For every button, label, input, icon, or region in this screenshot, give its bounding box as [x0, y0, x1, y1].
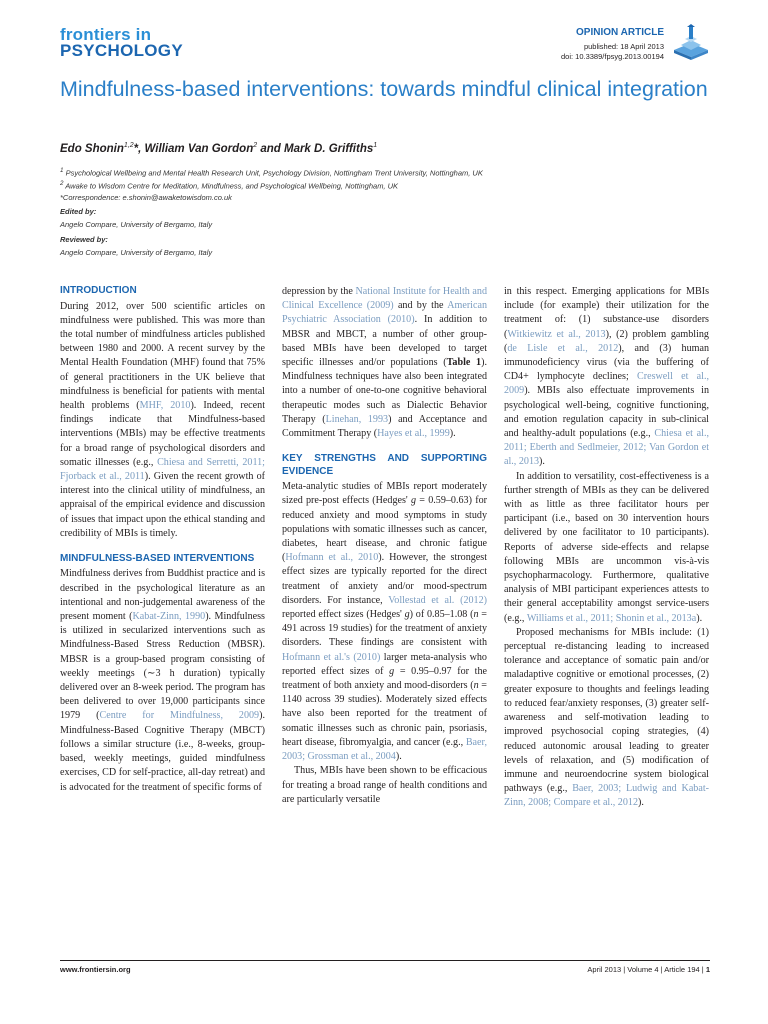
affiliation-2 [60, 180, 398, 191]
paragraph: Meta-analytic studies of MBIs report moderately sized pre-post effects (Hedges' g = 0.59–0.63) for reduced anxiety and mood symptoms in study populations with somatic illnesses such as cancer, diabetes, heart disease, and chronic fatigue (Hofmann et al., 2010). However, the strongest effect sizes are typically reported for the direct treatment of anxiety and/or mood-spectrum disorders. For instance, Vollestad et al. (2012) reported effect sizes (Hedges' g) of 0.85–1.08 (n = 491 across 19 studies) for the treatment of anxiety disorders. These findings are consistent with Hofmann et al.'s (2010) larger meta-analysis who reported effect sizes of g = 0.95–0.97 for the treatment of both anxiety and mood-disorders (n = 1140 across 39 studies). Moderately sized effects have also been reported for the treatment of somatic illnesses such as chronic pain, psoriasis, heart disease, fibromyalgia, and cancer (e.g., Baer, 2003; Grossman et al., 2004). [282, 481, 488, 763]
paragraph: Thus, MBIs have been shown to be efficacious for treating a broad range of health conditions and are particularly versatile [282, 765, 487, 805]
affiliation-text: Psychological Wellbeing and Mental Health Research Unit, Psychology Division, Nottingham Trent University, Nottingham, UK [63, 168, 483, 178]
paragraph: In addition to versatility, cost-effectiveness is a further strength of MBIs as they can be delivered with as little as three facilitator hours per participant (i.e., based on 30 intervention hours delivered by one facilitator to 10 participants). Reports of adverse side-effects and relapse following MBIs are uncommon vis-à-vis psychopharmacology. Furthermore, qualitative analysis of MBI participant experiences attests to their general acceptability amongst service-users (e.g., Williams et al., 2011; Shonin et al., 2013a). [504, 470, 709, 624]
paragraph: depression by the National Institute for Health and Clinical Excellence (2009) and by the American Psychiatric Association (2010). In addition to MBSR and MBCT, a number of other group-based MBIs have been developed to target specific illnesses and/or populations (Table 1). Mindfulness techniques have also been integrated into a number of one-to-one cognitive behavioral therapeutic modes such as Dialectic Behavior Therapy (Linehan, 1993) and Acceptance and Commitment Therapy (Hayes et al., 1999). [282, 286, 487, 440]
author-affiliation-marker: 2 [253, 142, 258, 149]
paragraph: in this respect. Emerging applications for MBIs include (for example) their utilization for the treatment of: (1) substance-use disorders (Witkiewitz et al., 2013), (2) problem gambling (de Lisle et al., 2012), and (3) human immunodeficiency virus (via the buffering of CD4+ lymphocyte declines; Creswell et al., 2009). MBIs also effectuate improvements in psychological well-being, cognitive functioning, and emotion regulation capacity in sub-clinical and healthy-adult populations (e.g., Chiesa et al., 2011; Eberth and Sedlmeier, 2012; Van Gordon et al., 2013). [504, 286, 709, 468]
author-name: William Van Gordon [144, 142, 254, 155]
affiliation-number: 2 [60, 180, 64, 187]
doi: doi: 10.3389/fpsyg.2013.00194 [560, 52, 664, 61]
author-name: Edo Shonin [60, 142, 124, 155]
section-heading-introduction: INTRODUCTION [60, 285, 137, 296]
published-date: published: 18 April 2013 [583, 42, 664, 51]
paragraph: During 2012, over 500 scientific articles on mindfulness were published. This was more than the total number of mindfulness articles published between 1980 and 2000. A recent survey by the Mental Health Foundation (MHF) found that 75% of general practitioners in the UK believe that mindfulness is beneficial for patients with mental health problems (MHF, 2010). Indeed, recent findings indicate that Mindfulness-based interventions (MBIs) may be effective treatments for a broad range of psychological disorders and somatic illnesses (e.g., Chiesa and Serretti, 2011; Fjorback et al., 2011). Given the recent growth of interest into the clinical utility of mindfulness, an appraisal of the empirical evidence and discussion of issues that impact upon the ethical standing and credibility of MBIs is timely. [60, 300, 265, 539]
reviewed-by-label: Reviewed by: [60, 235, 108, 244]
correspondence: *Correspondence: e.shonin@awaketowisdom.co.uk [60, 193, 232, 202]
journal-emblem-icon [672, 24, 710, 60]
footer-issue [587, 965, 710, 974]
article-type: OPINION ARTICLE [576, 27, 664, 38]
column-3 [504, 285, 709, 811]
section-heading-mbi: MINDFULNESS-BASED INTERVENTIONS [60, 552, 255, 564]
affiliation-number: 1 [60, 167, 64, 174]
footer-website: www.frontiersin.org [60, 965, 131, 974]
author-affiliation-marker: 1 [373, 142, 378, 149]
corresponding-marker: *, [133, 142, 145, 155]
author-conjunction: and [257, 142, 284, 155]
edited-by: Angelo Compare, University of Bergamo, Italy [60, 220, 213, 229]
footer-issue-text: April 2013 | Volume 4 | Article 194 | [587, 965, 706, 974]
paragraph: Mindfulness derives from Buddhist practice and is described in the psychological literature as an intentional and non-judgemental awareness of the present moment (Kabat-Zinn, 1990). Mindfulness is utilized in secularized interventions such as Mindfulness-Based Stress Reduction (MBSR). MBSR is a group-based program consisting of weekly meetings (∼3 h duration) typically delivered over an 8-week period. The program has been delivered to over 19,000 participants since 1979 (Centre for Mindfulness, 2009). Mindfulness-Based Cognitive Therapy (MBCT) follows a similar structure (i.e., 8-weeks, group-based, weekly meetings, guided mindfulness exercises, CD for self-practice, all-day retreat) and is advocated for the treatment of specific forms of [60, 568, 265, 793]
journal-logo-line2: PSYCHOLOGY [60, 41, 183, 60]
column-2 [282, 285, 487, 807]
journal-logo-line1: frontiers in [60, 25, 152, 44]
author-name: Mark D. Griffiths [283, 142, 374, 155]
section-heading-strengths: KEY STRENGTHS AND SUPPORTING EVIDENCE [282, 453, 487, 477]
page-number: 1 [705, 965, 710, 974]
article-title: Mindfulness-based interventions: towards mindful clinical integration [60, 77, 708, 101]
footer-rule [60, 960, 710, 961]
affiliation-text: Awake to Wisdom Centre for Meditation, Mindfulness, and Psychological Wellbeing, Nottingham, UK [63, 181, 399, 191]
author-affiliation-marker: 1,2 [123, 142, 134, 149]
author-list [60, 142, 377, 155]
reviewed-by: Angelo Compare, University of Bergamo, Italy [60, 248, 213, 257]
paragraph: Proposed mechanisms for MBIs include: (1) perceptual re-distancing leading to increased tolerance and acceptance of somatic pain and/or maladaptive cognitive or emotional processes, (2) greater exposure to thoughts and feelings leading to reduced fear/anxiety responses, (3) greater self-awareness and self-motivation leading to improved psychosocial coping strategies, (4) reduced autonomic arousal leading to greater levels of relaxation, and (5) modification of immune and neuroendocrine system biological pathways (e.g., Baer, 2003; Ludwig and Kabat-Zinn, 2008; Compare et al., 2012). [504, 626, 709, 809]
affiliation-1 [60, 167, 483, 178]
edited-by-label: Edited by: [60, 207, 97, 216]
column-1 [60, 285, 265, 795]
